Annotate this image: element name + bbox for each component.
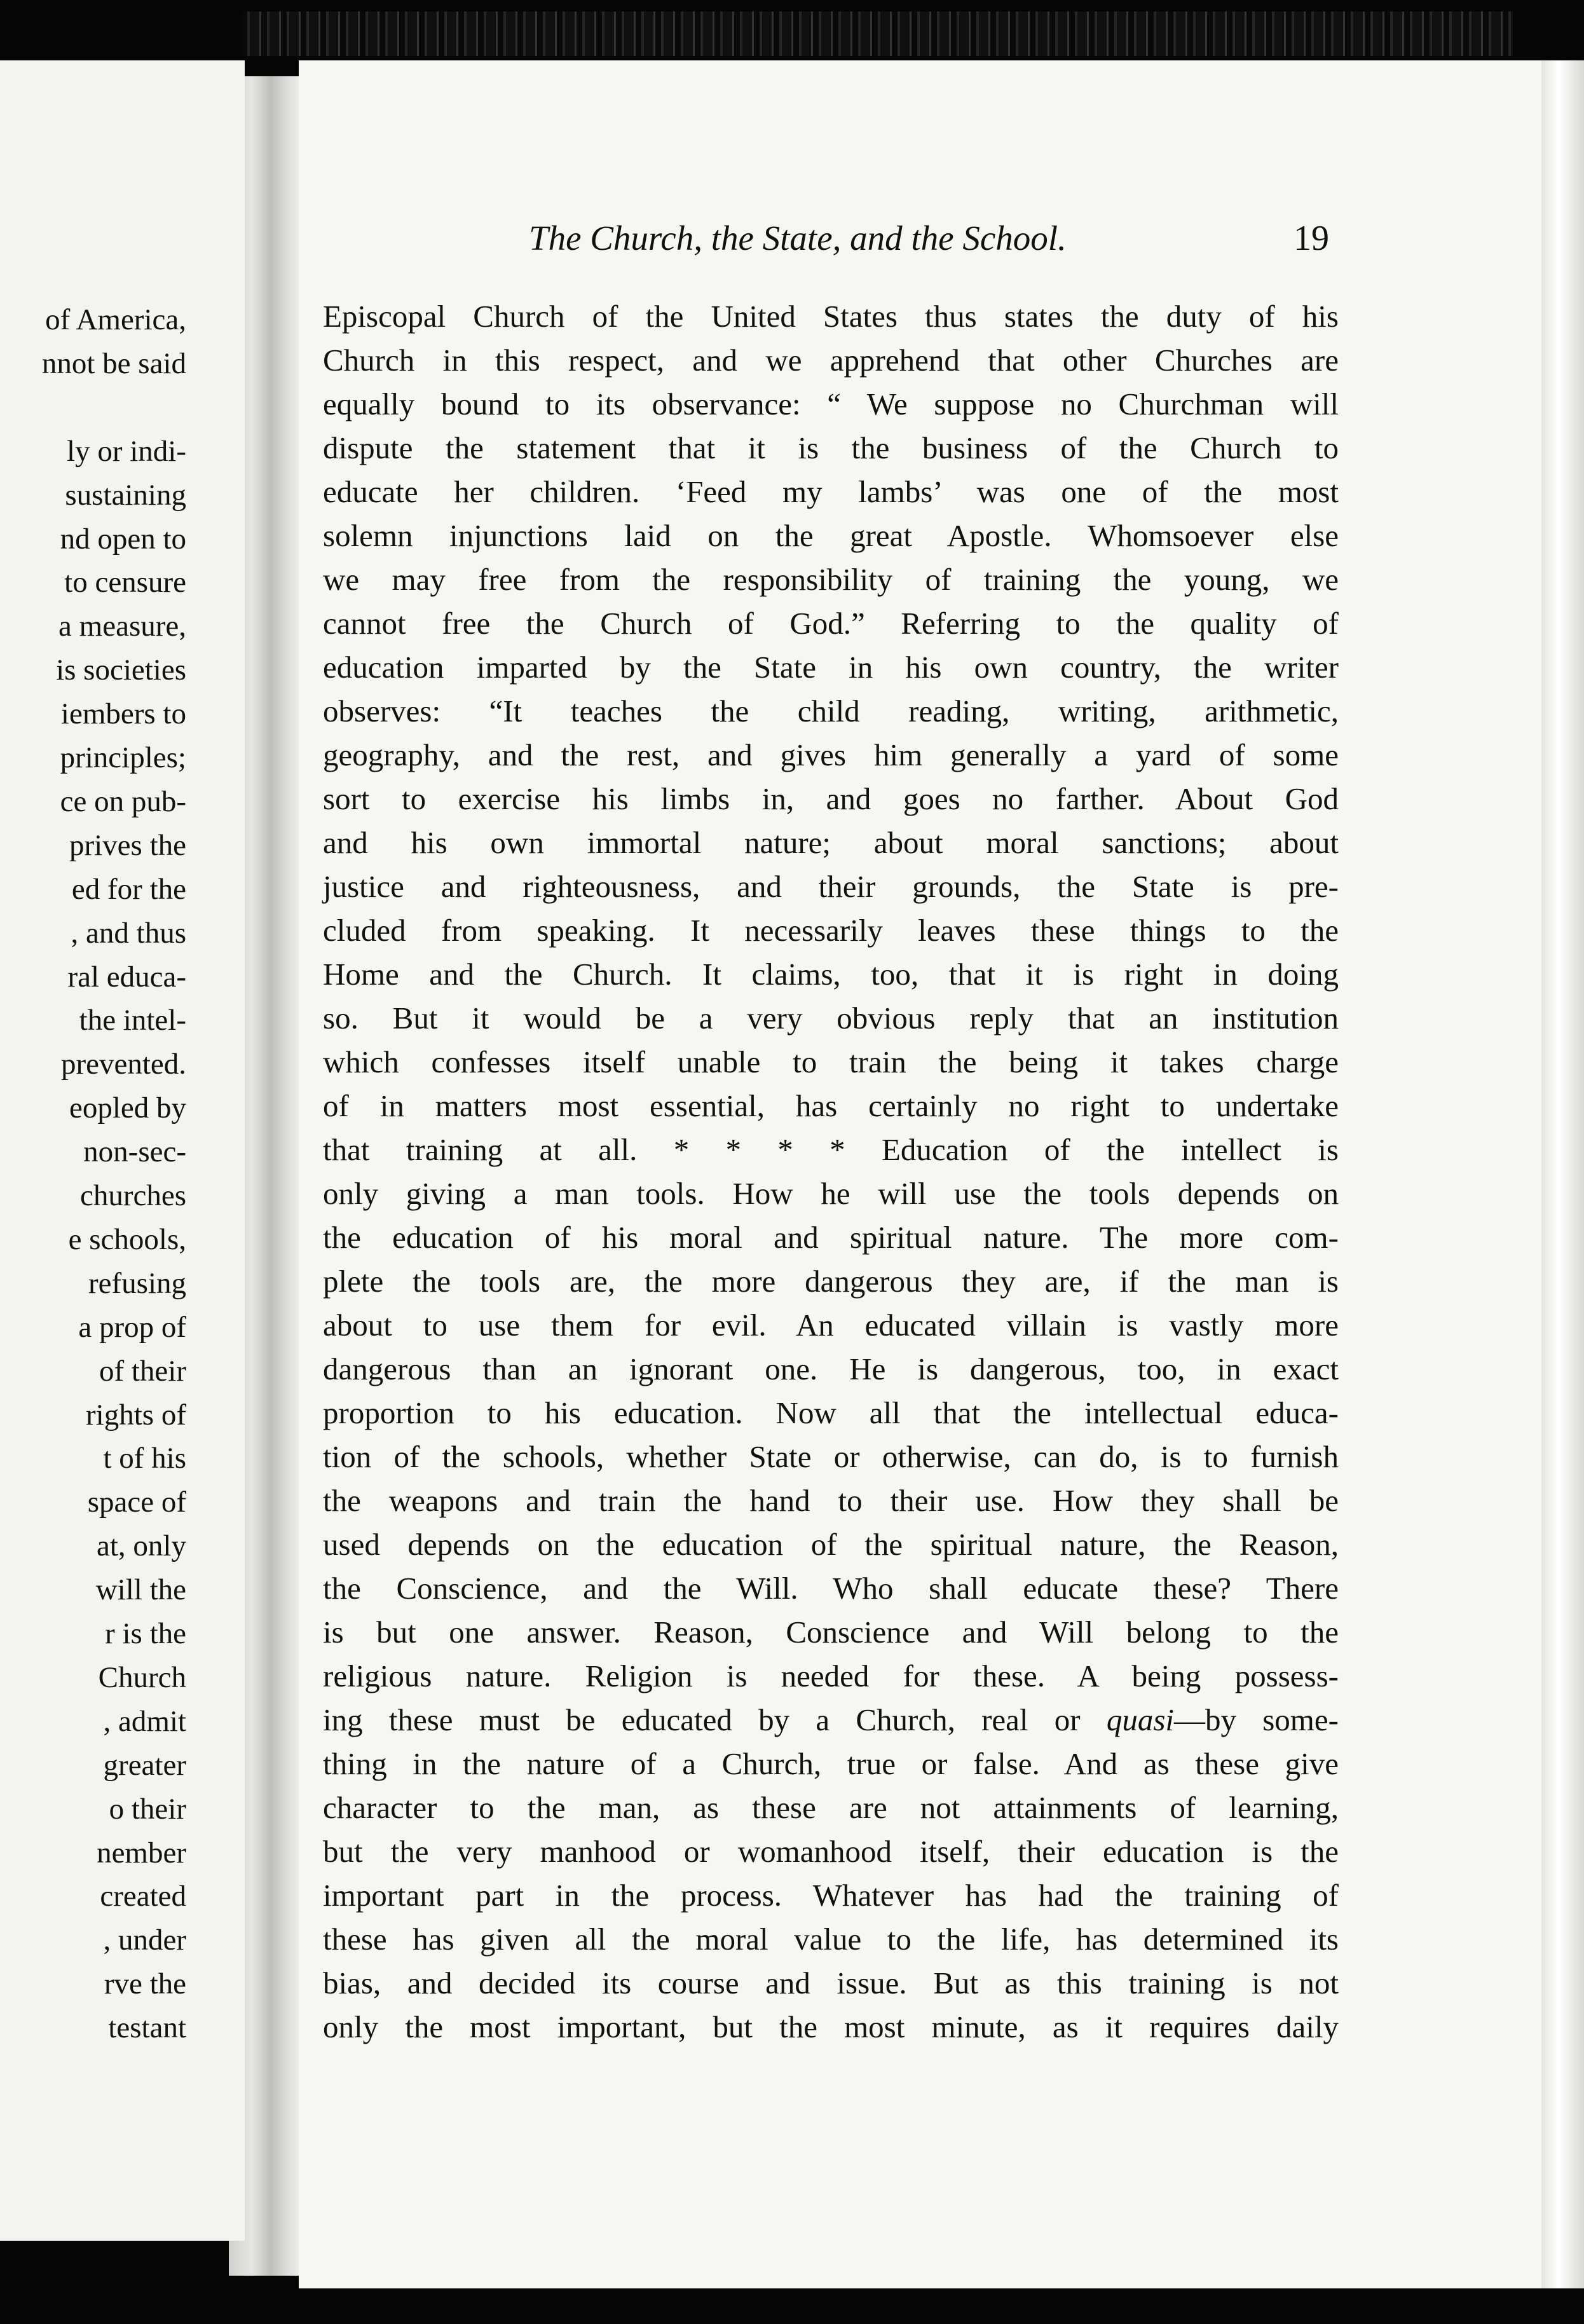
body-line: used depends on the education of the spiritual nature, the Reason, <box>323 1527 1339 1562</box>
body-line: thing in the nature of a Church, true or false. And as these give <box>323 1746 1339 1781</box>
body-line <box>323 1704 1339 1735</box>
left-page-line: , admit <box>103 1704 186 1738</box>
italic-term: quasi <box>1106 1702 1174 1737</box>
body-line: equally bound to its observance: “ We suppose no Churchman will <box>323 386 1339 421</box>
right-page <box>299 60 1545 2288</box>
left-page-line: eopled by <box>69 1091 186 1125</box>
body-line: these has given all the moral value to the life, has determined its <box>323 1922 1339 1957</box>
body-line: of in matters most essential, has certainly no right to undertake <box>323 1088 1339 1123</box>
left-page-line: refusing <box>88 1266 186 1300</box>
left-page-line: at, only <box>97 1529 186 1563</box>
body-line: religious nature. Religion is needed for these. A being possess- <box>323 1658 1339 1693</box>
page-edge <box>1541 60 1584 2288</box>
left-page-line: ral educa- <box>67 960 186 994</box>
left-page-line: rights of <box>86 1398 186 1432</box>
left-page-line: ce on pub- <box>60 784 186 818</box>
left-page-line: a measure, <box>58 610 186 643</box>
left-page-line: ed for the <box>71 872 186 906</box>
left-page-line: , under <box>103 1924 186 1957</box>
left-page-line: sustaining <box>65 478 186 512</box>
left-page <box>0 60 245 2241</box>
body-line: observes: “It teaches the child reading, writing, arithmetic, <box>323 694 1339 728</box>
left-page-line: will the <box>95 1573 186 1607</box>
body-text <box>299 60 1545 2288</box>
left-page-line: to censure <box>64 566 186 599</box>
left-page-line: is societies <box>56 653 186 687</box>
body-line: dispute the statement that it is the business of the Church to <box>323 430 1339 465</box>
body-line: the weapons and train the hand to their use. How they shall be <box>323 1483 1339 1518</box>
body-line: education imparted by the State in his own country, the writer <box>323 650 1339 685</box>
left-page-line: t of his <box>103 1442 186 1475</box>
body-line: Home and the Church. It claims, too, that it is right in doing <box>323 957 1339 992</box>
body-line: dangerous than an ignorant one. He is dangerous, too, in exact <box>323 1351 1339 1386</box>
scan-top-edge <box>242 11 1513 56</box>
body-line: character to the man, as these are not attainments of learning, <box>323 1790 1339 1825</box>
body-line: proportion to his education. Now all that the intellectual educa- <box>323 1395 1339 1430</box>
body-line: cannot free the Church of God.” Referring to the quality of <box>323 606 1339 641</box>
body-line: so. But it would be a very obvious reply that an institution <box>323 1001 1339 1036</box>
body-line: cluded from speaking. It necessarily leaves these things to the <box>323 913 1339 948</box>
body-line: we may free from the responsibility of training the young, we <box>323 562 1339 597</box>
left-page-line: of their <box>99 1354 186 1388</box>
body-line: plete the tools are, the more dangerous they are, if the man is <box>323 1264 1339 1299</box>
left-page-line: prevented. <box>60 1048 186 1081</box>
left-page-line: nember <box>97 1836 186 1869</box>
left-page-line: a prop of <box>78 1310 186 1344</box>
body-line: bias, and decided its course and issue. But as this training is not <box>323 1965 1339 2000</box>
body-line: and his own immortal nature; about moral sanctions; about <box>323 825 1339 860</box>
left-page-line: nnot be said <box>41 346 186 380</box>
body-line: Church in this respect, and we apprehend that other Churches are <box>323 343 1339 378</box>
body-line: but the very manhood or womanhood itself, their education is the <box>323 1834 1339 1869</box>
left-page-line: ly or indi- <box>67 434 186 468</box>
body-line: tion of the schools, whether State or otherwise, can do, is to furnish <box>323 1439 1339 1474</box>
body-line: geography, and the rest, and gives him generally a yard of some <box>323 737 1339 772</box>
left-page-line: , and thus <box>71 916 186 950</box>
body-line: which confesses itself unable to train the being it takes charge <box>323 1044 1339 1079</box>
page-number: 19 <box>1294 219 1329 258</box>
left-page-line: testant <box>108 2011 186 2045</box>
left-page-line: Church <box>98 1660 186 1694</box>
left-page-line: o their <box>109 1792 186 1826</box>
left-page-line: non-sec- <box>83 1135 186 1169</box>
body-line: only giving a man tools. How he will use the tools depends on <box>323 1176 1339 1211</box>
body-line: sort to exercise his limbs in, and goes no farther. About God <box>323 781 1339 816</box>
left-page-line: iembers to <box>60 697 186 731</box>
body-line: about to use them for evil. An educated villain is vastly more <box>323 1308 1339 1343</box>
left-page-line: e schools, <box>68 1222 186 1256</box>
left-page-line: of America, <box>45 303 186 336</box>
line-segment: ing these must be educated by a Church, real or <box>323 1702 1107 1737</box>
body-line: justice and righteousness, and their grounds, the State is pre- <box>323 869 1339 904</box>
left-page-line: the intel- <box>79 1004 186 1037</box>
body-line: that training at all. * * * * Education of the intellect is <box>323 1132 1339 1167</box>
line-segment: —by some- <box>1174 1702 1339 1737</box>
body-line: important part in the process. Whatever has had the training of <box>323 1878 1339 1913</box>
left-page-line: churches <box>79 1179 186 1212</box>
body-line: the education of his moral and spiritual nature. The more com- <box>323 1220 1339 1255</box>
body-line: is but one answer. Reason, Conscience and Will belong to the <box>323 1615 1339 1650</box>
running-head: The Church, the State, and the School. <box>529 219 1067 257</box>
left-page-line: r is the <box>105 1617 186 1650</box>
left-page-line: nd open to <box>60 522 186 556</box>
left-page-line: space of <box>87 1486 186 1519</box>
body-line: the Conscience, and the Will. Who shall educate these? There <box>323 1571 1339 1606</box>
left-page-line: greater <box>103 1748 186 1782</box>
body-line: educate her children. ‘Feed my lambs’ was one of the most <box>323 474 1339 509</box>
body-line: Episcopal Church of the United States thus states the duty of his <box>323 299 1339 334</box>
left-page-line: principles; <box>60 741 186 774</box>
left-page-line: rve the <box>104 1967 186 2001</box>
left-page-line: created <box>100 1880 186 1913</box>
body-line: only the most important, but the most minute, as it requires daily <box>323 2009 1339 2044</box>
body-line: solemn injunctions laid on the great Apostle. Whomsoever else <box>323 518 1339 553</box>
left-page-line: prives the <box>69 828 186 862</box>
